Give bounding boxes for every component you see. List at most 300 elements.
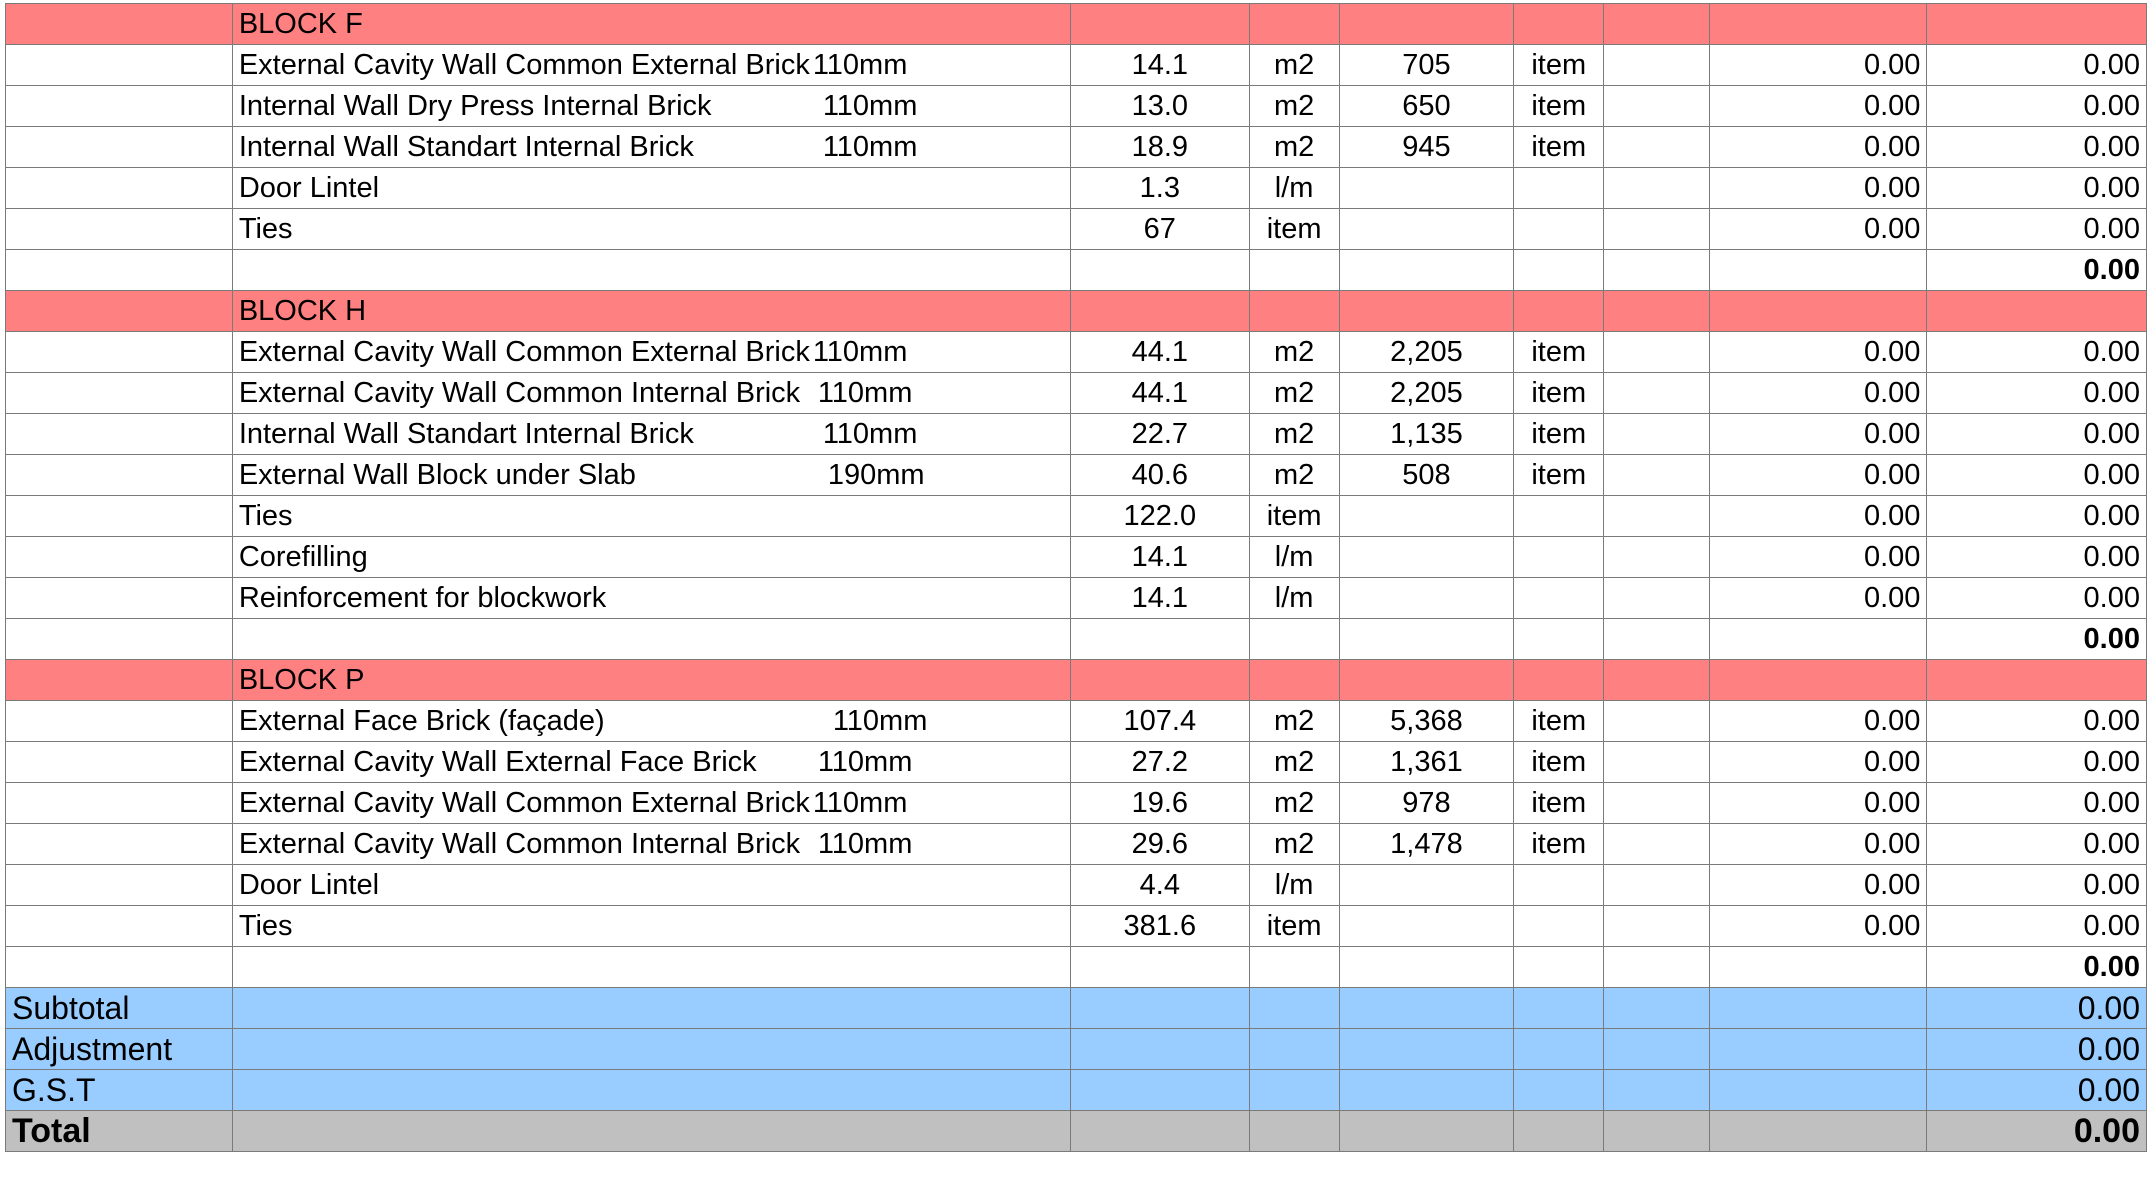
cell[interactable] (1604, 168, 1710, 209)
cell[interactable] (1249, 660, 1339, 701)
item-amount[interactable]: 0.00 (1927, 578, 2147, 619)
cell[interactable] (1070, 619, 1249, 660)
cell[interactable] (1070, 1111, 1249, 1152)
item-quantity[interactable]: 44.1 (1070, 373, 1249, 414)
item-size: 110mm (817, 377, 913, 409)
item-size: 190mm (827, 459, 925, 491)
item-description-cell[interactable] (232, 824, 1070, 865)
block-title[interactable]: BLOCK H (232, 291, 1070, 332)
item-unit[interactable]: m2 (1249, 45, 1339, 86)
item-description: Door Lintel (238, 172, 380, 204)
item-unit[interactable]: l/m (1249, 168, 1339, 209)
item-count-unit[interactable] (1514, 537, 1604, 578)
cell[interactable] (1604, 947, 1710, 988)
item-count-unit[interactable]: item (1514, 414, 1604, 455)
cell[interactable] (1514, 291, 1604, 332)
item-description-cell[interactable] (232, 537, 1070, 578)
item-description-cell[interactable] (232, 783, 1070, 824)
item-quantity[interactable]: 14.1 (1070, 537, 1249, 578)
item-count-unit[interactable]: item (1514, 373, 1604, 414)
cell[interactable] (6, 373, 233, 414)
item-rate[interactable]: 0.00 (1709, 537, 1927, 578)
cell[interactable] (1604, 619, 1710, 660)
item-amount[interactable]: 0.00 (1927, 168, 2147, 209)
item-count[interactable]: 945 (1339, 127, 1514, 168)
cell[interactable] (1604, 906, 1710, 947)
cell[interactable] (1604, 209, 1710, 250)
cell[interactable] (1070, 660, 1249, 701)
item-description-cell[interactable] (232, 414, 1070, 455)
item-amount[interactable]: 0.00 (1927, 373, 2147, 414)
table-row (6, 865, 2147, 906)
item-rate[interactable]: 0.00 (1709, 578, 1927, 619)
item-quantity[interactable]: 29.6 (1070, 824, 1249, 865)
block-subtotal[interactable]: 0.00 (1927, 619, 2147, 660)
item-unit[interactable]: l/m (1249, 537, 1339, 578)
cell[interactable] (1070, 988, 1249, 1029)
cell[interactable] (1249, 1029, 1339, 1070)
item-count-unit[interactable] (1514, 168, 1604, 209)
cell[interactable] (1604, 1029, 1710, 1070)
cell[interactable] (232, 947, 1070, 988)
cell[interactable] (1514, 947, 1604, 988)
table-row (6, 578, 2147, 619)
item-count[interactable] (1339, 168, 1514, 209)
item-description: External Face Brick (façade) (238, 705, 605, 737)
cell[interactable] (1604, 701, 1710, 742)
item-count-unit[interactable]: item (1514, 86, 1604, 127)
cell[interactable] (1709, 4, 1927, 45)
cell[interactable] (1514, 250, 1604, 291)
table-row (6, 45, 2147, 86)
cell[interactable] (6, 701, 233, 742)
item-unit[interactable]: m2 (1249, 127, 1339, 168)
cell[interactable] (1249, 4, 1339, 45)
item-quantity[interactable]: 27.2 (1070, 742, 1249, 783)
item-count[interactable] (1339, 578, 1514, 619)
cell[interactable] (232, 1070, 1070, 1111)
item-description: Ties (238, 500, 293, 532)
table-row (6, 373, 2147, 414)
item-count-unit[interactable] (1514, 496, 1604, 537)
cell[interactable] (1339, 1111, 1514, 1152)
item-rate[interactable]: 0.00 (1709, 742, 1927, 783)
item-count-unit[interactable]: item (1514, 783, 1604, 824)
block-header-row (6, 660, 2147, 701)
item-count[interactable]: 650 (1339, 86, 1514, 127)
item-count[interactable]: 2,205 (1339, 373, 1514, 414)
cell[interactable] (1249, 619, 1339, 660)
block-subtotal-row (6, 947, 2147, 988)
item-quantity[interactable]: 40.6 (1070, 455, 1249, 496)
item-description-cell[interactable] (232, 742, 1070, 783)
summary-row (6, 1070, 2147, 1111)
item-count[interactable]: 5,368 (1339, 701, 1514, 742)
item-rate[interactable]: 0.00 (1709, 865, 1927, 906)
item-description: External Cavity Wall Common Internal Brick (238, 828, 801, 860)
cell[interactable] (1604, 988, 1710, 1029)
item-amount[interactable]: 0.00 (1927, 783, 2147, 824)
item-unit[interactable]: item (1249, 209, 1339, 250)
item-quantity[interactable]: 381.6 (1070, 906, 1249, 947)
cell[interactable] (1070, 250, 1249, 291)
summary-label[interactable]: G.S.T (6, 1070, 233, 1111)
cell[interactable] (1604, 45, 1710, 86)
cell[interactable] (6, 291, 233, 332)
cell[interactable] (1604, 86, 1710, 127)
item-amount[interactable]: 0.00 (1927, 455, 2147, 496)
item-rate[interactable]: 0.00 (1709, 209, 1927, 250)
cell[interactable] (1604, 824, 1710, 865)
item-quantity[interactable]: 18.9 (1070, 127, 1249, 168)
cell[interactable] (1709, 988, 1927, 1029)
item-rate[interactable]: 0.00 (1709, 783, 1927, 824)
cell[interactable] (232, 988, 1070, 1029)
cell[interactable] (1514, 1070, 1604, 1111)
cell[interactable] (6, 865, 233, 906)
cell[interactable] (6, 783, 233, 824)
item-quantity[interactable]: 107.4 (1070, 701, 1249, 742)
cell[interactable] (1339, 947, 1514, 988)
item-description-cell[interactable] (232, 865, 1070, 906)
table-row (6, 783, 2147, 824)
item-unit[interactable]: m2 (1249, 824, 1339, 865)
item-amount[interactable]: 0.00 (1927, 537, 2147, 578)
cell[interactable] (1070, 947, 1249, 988)
item-amount[interactable]: 0.00 (1927, 701, 2147, 742)
cell[interactable] (1249, 291, 1339, 332)
cell[interactable] (1604, 660, 1710, 701)
block-subtotal[interactable]: 0.00 (1927, 250, 2147, 291)
table-row (6, 86, 2147, 127)
block-header-row (6, 291, 2147, 332)
item-amount[interactable]: 0.00 (1927, 742, 2147, 783)
table-row (6, 537, 2147, 578)
cell[interactable] (1339, 660, 1514, 701)
cell[interactable] (232, 1111, 1070, 1152)
item-quantity[interactable]: 1.3 (1070, 168, 1249, 209)
cell[interactable] (1709, 1111, 1927, 1152)
item-count-unit[interactable]: item (1514, 824, 1604, 865)
cell[interactable] (1709, 660, 1927, 701)
spreadsheet-grid (5, 3, 2147, 1152)
table-row (6, 168, 2147, 209)
item-count-unit[interactable]: item (1514, 45, 1604, 86)
item-rate[interactable]: 0.00 (1709, 332, 1927, 373)
item-unit[interactable]: l/m (1249, 865, 1339, 906)
cell[interactable] (232, 619, 1070, 660)
cell[interactable] (1249, 988, 1339, 1029)
cell[interactable] (6, 906, 233, 947)
item-amount[interactable]: 0.00 (1927, 127, 2147, 168)
item-size: 110mm (822, 90, 918, 122)
cell[interactable] (6, 947, 233, 988)
item-unit[interactable]: m2 (1249, 701, 1339, 742)
item-description-cell[interactable] (232, 906, 1070, 947)
table-row (6, 824, 2147, 865)
cell[interactable] (1514, 1111, 1604, 1152)
cell[interactable] (1927, 4, 2147, 45)
cell[interactable] (1249, 250, 1339, 291)
cell[interactable] (1604, 455, 1710, 496)
cell[interactable] (6, 45, 233, 86)
summary-value[interactable]: 0.00 (1927, 988, 2147, 1029)
item-description-cell[interactable] (232, 86, 1070, 127)
cell[interactable] (6, 332, 233, 373)
cell[interactable] (1604, 250, 1710, 291)
item-size: 110mm (812, 336, 908, 368)
block-title[interactable]: BLOCK P (232, 660, 1070, 701)
cell[interactable] (1709, 291, 1927, 332)
item-quantity[interactable]: 19.6 (1070, 783, 1249, 824)
cell[interactable] (1249, 1111, 1339, 1152)
item-rate[interactable]: 0.00 (1709, 906, 1927, 947)
cell[interactable] (6, 496, 233, 537)
cell[interactable] (6, 414, 233, 455)
item-rate[interactable]: 0.00 (1709, 373, 1927, 414)
table-row (6, 209, 2147, 250)
item-amount[interactable]: 0.00 (1927, 865, 2147, 906)
item-description: External Cavity Wall Common External Brick (238, 787, 810, 819)
cell[interactable] (6, 209, 233, 250)
item-description: External Cavity Wall Common External Brick (238, 49, 810, 81)
cell[interactable] (1604, 496, 1710, 537)
cell[interactable] (6, 455, 233, 496)
cell[interactable] (1514, 660, 1604, 701)
cell[interactable] (6, 168, 233, 209)
cell[interactable] (1927, 660, 2147, 701)
item-description: External Cavity Wall External Face Brick (238, 746, 757, 778)
item-count[interactable] (1339, 496, 1514, 537)
cell[interactable] (1709, 1029, 1927, 1070)
item-count[interactable]: 1,478 (1339, 824, 1514, 865)
item-count[interactable]: 508 (1339, 455, 1514, 496)
table-row (6, 701, 2147, 742)
item-rate[interactable]: 0.00 (1709, 496, 1927, 537)
item-description: Door Lintel (238, 869, 380, 901)
cell[interactable] (6, 537, 233, 578)
item-description: Internal Wall Dry Press Internal Brick (238, 90, 712, 122)
cell[interactable] (1604, 373, 1710, 414)
cell[interactable] (1604, 865, 1710, 906)
item-unit[interactable]: l/m (1249, 578, 1339, 619)
block-header-row (6, 4, 2147, 45)
item-rate[interactable]: 0.00 (1709, 414, 1927, 455)
cell[interactable] (1604, 127, 1710, 168)
cell[interactable] (1514, 619, 1604, 660)
table-row (6, 414, 2147, 455)
item-amount[interactable]: 0.00 (1927, 824, 2147, 865)
item-count[interactable] (1339, 865, 1514, 906)
item-amount[interactable]: 0.00 (1927, 332, 2147, 373)
cell[interactable] (1927, 291, 2147, 332)
item-amount[interactable]: 0.00 (1927, 45, 2147, 86)
table-row (6, 906, 2147, 947)
block-subtotal[interactable]: 0.00 (1927, 947, 2147, 988)
cell[interactable] (1604, 742, 1710, 783)
cell[interactable] (1070, 4, 1249, 45)
cell[interactable] (1604, 1111, 1710, 1152)
item-unit[interactable]: m2 (1249, 86, 1339, 127)
cell[interactable] (1709, 250, 1927, 291)
cell[interactable] (1514, 988, 1604, 1029)
item-unit[interactable]: m2 (1249, 332, 1339, 373)
item-rate[interactable]: 0.00 (1709, 824, 1927, 865)
item-description-cell[interactable] (232, 209, 1070, 250)
cell[interactable] (1709, 1070, 1927, 1111)
item-description-cell[interactable] (232, 127, 1070, 168)
item-rate[interactable]: 0.00 (1709, 127, 1927, 168)
cell[interactable] (6, 742, 233, 783)
block-title[interactable]: BLOCK F (232, 4, 1070, 45)
cell[interactable] (1339, 4, 1514, 45)
cell[interactable] (1604, 1070, 1710, 1111)
item-quantity[interactable]: 4.4 (1070, 865, 1249, 906)
item-amount[interactable]: 0.00 (1927, 209, 2147, 250)
cell[interactable] (6, 578, 233, 619)
item-count-unit[interactable] (1514, 906, 1604, 947)
cell[interactable] (1604, 291, 1710, 332)
item-size: 110mm (822, 418, 918, 450)
total-value[interactable]: 0.00 (1927, 1111, 2147, 1152)
item-count[interactable]: 705 (1339, 45, 1514, 86)
total-label[interactable]: Total (6, 1111, 233, 1152)
cell[interactable] (1070, 1029, 1249, 1070)
cell[interactable] (1604, 783, 1710, 824)
table-row (6, 127, 2147, 168)
table-row (6, 455, 2147, 496)
item-count-unit[interactable]: item (1514, 701, 1604, 742)
item-description: External Cavity Wall Common External Brick (238, 336, 810, 368)
cell[interactable] (1249, 1070, 1339, 1111)
item-size: 110mm (817, 828, 913, 860)
cell[interactable] (1339, 988, 1514, 1029)
cell[interactable] (1339, 250, 1514, 291)
cell[interactable] (6, 619, 233, 660)
item-description: External Cavity Wall Common Internal Brick (238, 377, 801, 409)
item-size: 110mm (812, 787, 908, 819)
item-rate[interactable]: 0.00 (1709, 45, 1927, 86)
cell[interactable] (1514, 4, 1604, 45)
item-unit[interactable]: m2 (1249, 414, 1339, 455)
item-count-unit[interactable]: item (1514, 127, 1604, 168)
item-count-unit[interactable] (1514, 578, 1604, 619)
item-count-unit[interactable] (1514, 865, 1604, 906)
item-count[interactable] (1339, 537, 1514, 578)
item-rate[interactable]: 0.00 (1709, 701, 1927, 742)
item-quantity[interactable]: 44.1 (1070, 332, 1249, 373)
item-description-cell[interactable] (232, 455, 1070, 496)
cell[interactable] (1070, 1070, 1249, 1111)
table-row (6, 332, 2147, 373)
cell[interactable] (6, 86, 233, 127)
cell[interactable] (6, 127, 233, 168)
item-size: 110mm (832, 705, 928, 737)
item-quantity[interactable]: 22.7 (1070, 414, 1249, 455)
summary-label[interactable]: Adjustment (6, 1029, 233, 1070)
item-unit[interactable]: m2 (1249, 783, 1339, 824)
item-rate[interactable]: 0.00 (1709, 86, 1927, 127)
item-description: External Wall Block under Slab (238, 459, 636, 491)
item-unit[interactable]: m2 (1249, 455, 1339, 496)
item-amount[interactable]: 0.00 (1927, 906, 2147, 947)
cell[interactable] (1604, 537, 1710, 578)
cell[interactable] (1249, 947, 1339, 988)
cell[interactable] (6, 660, 233, 701)
item-size: 110mm (822, 131, 918, 163)
item-rate[interactable]: 0.00 (1709, 168, 1927, 209)
item-description: Ties (238, 213, 293, 245)
cell[interactable] (1604, 578, 1710, 619)
cell[interactable] (1339, 1070, 1514, 1111)
item-unit[interactable]: item (1249, 496, 1339, 537)
cell[interactable] (1604, 4, 1710, 45)
cell[interactable] (1709, 947, 1927, 988)
item-count-unit[interactable] (1514, 209, 1604, 250)
table-row (6, 742, 2147, 783)
item-quantity[interactable]: 122.0 (1070, 496, 1249, 537)
item-count[interactable]: 2,205 (1339, 332, 1514, 373)
item-description-cell[interactable] (232, 373, 1070, 414)
summary-label[interactable]: Subtotal (6, 988, 233, 1029)
item-unit[interactable]: m2 (1249, 373, 1339, 414)
item-amount[interactable]: 0.00 (1927, 496, 2147, 537)
summary-value[interactable]: 0.00 (1927, 1070, 2147, 1111)
cell[interactable] (1339, 291, 1514, 332)
item-count[interactable]: 1,361 (1339, 742, 1514, 783)
cell[interactable] (1339, 619, 1514, 660)
block-subtotal-row (6, 619, 2147, 660)
cell[interactable] (6, 250, 233, 291)
cell[interactable] (232, 1029, 1070, 1070)
item-count-unit[interactable]: item (1514, 455, 1604, 496)
item-description-cell[interactable] (232, 332, 1070, 373)
item-description: Internal Wall Standart Internal Brick (238, 131, 694, 163)
cell[interactable] (6, 4, 233, 45)
item-description-cell[interactable] (232, 168, 1070, 209)
item-unit[interactable]: m2 (1249, 742, 1339, 783)
cell[interactable] (1709, 619, 1927, 660)
item-description-cell[interactable] (232, 701, 1070, 742)
cell[interactable] (232, 250, 1070, 291)
item-amount[interactable]: 0.00 (1927, 414, 2147, 455)
item-unit[interactable]: item (1249, 906, 1339, 947)
cell[interactable] (1604, 332, 1710, 373)
item-description-cell[interactable] (232, 578, 1070, 619)
item-description-cell[interactable] (232, 496, 1070, 537)
item-count[interactable] (1339, 209, 1514, 250)
item-quantity[interactable]: 14.1 (1070, 578, 1249, 619)
summary-row (6, 988, 2147, 1029)
cell[interactable] (1604, 414, 1710, 455)
cell[interactable] (1070, 291, 1249, 332)
item-description-cell[interactable] (232, 45, 1070, 86)
item-count-unit[interactable]: item (1514, 742, 1604, 783)
item-count[interactable]: 1,135 (1339, 414, 1514, 455)
cell[interactable] (6, 824, 233, 865)
item-rate[interactable]: 0.00 (1709, 455, 1927, 496)
summary-value[interactable]: 0.00 (1927, 1029, 2147, 1070)
item-quantity[interactable]: 67 (1070, 209, 1249, 250)
item-count[interactable] (1339, 906, 1514, 947)
item-quantity[interactable]: 14.1 (1070, 45, 1249, 86)
item-amount[interactable]: 0.00 (1927, 86, 2147, 127)
item-count[interactable]: 978 (1339, 783, 1514, 824)
item-quantity[interactable]: 13.0 (1070, 86, 1249, 127)
item-count-unit[interactable]: item (1514, 332, 1604, 373)
cell[interactable] (1514, 1029, 1604, 1070)
cell[interactable] (1339, 1029, 1514, 1070)
